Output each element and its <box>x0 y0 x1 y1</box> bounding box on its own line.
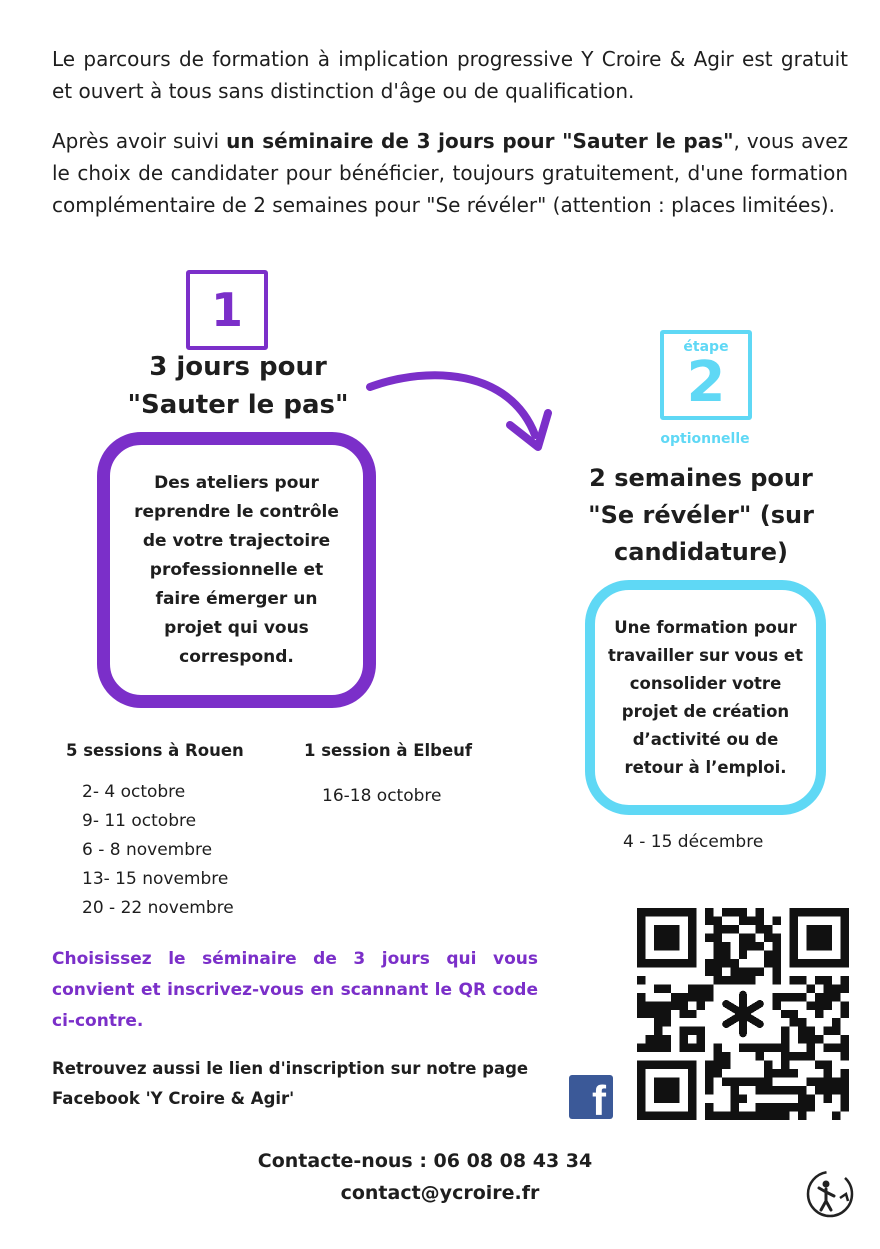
step2-title <box>570 460 832 571</box>
step2-title-line1: 2 semaines pour <box>589 464 813 492</box>
list-item: 9- 11 octobre <box>82 811 197 831</box>
step1-description-box <box>97 432 376 708</box>
facebook-info-line1: Retrouvez aussi le lien d'inscription sur notre page <box>52 1059 529 1078</box>
rouen-dates-list <box>82 778 234 923</box>
step2-number: 2 <box>686 350 726 415</box>
elbeuf-date: 16-18 octobre <box>322 786 442 806</box>
contact-phone-text: Contacte-nous : 06 08 08 43 34 <box>257 1150 593 1172</box>
ycroire-logo-icon <box>804 1168 856 1220</box>
step1-title-line1: 3 jours pour <box>149 352 327 382</box>
contact-email-text[interactable]: contact@ycroire.fr <box>340 1182 540 1204</box>
list-item: 20 - 22 novembre <box>82 898 234 918</box>
step1-title-line2: "Sauter le pas" <box>127 390 349 420</box>
intro-p2-before: Après avoir suivi <box>52 129 227 153</box>
step2-description: Une formation pour travailler sur vous et consolider votre projet de création d’activité ou de retour à l’emploi. <box>607 617 804 777</box>
list-item: 13- 15 novembre <box>82 869 229 889</box>
step2-dates: 4 - 15 décembre <box>623 832 764 852</box>
step1-title <box>100 348 376 424</box>
step2-title-line2: "Se révéler" (sur <box>588 501 814 529</box>
list-item: 6 - 8 novembre <box>82 840 213 860</box>
step1-description: Des ateliers pour reprendre le contrôle de votre trajectoire professionnelle et faire émerger un projet qui vous correspond. <box>134 472 339 667</box>
curved-arrow-icon <box>360 365 560 465</box>
step2-optional: optionnelle <box>660 431 750 447</box>
intro-p2-after: , vous avez le choix de candidater pour bénéficier, toujours gratuitement, d'une formation complémentaire de 2 semaines pour "Se révéler" (attention : places limitées). <box>52 129 848 217</box>
qr-code[interactable] <box>637 908 849 1120</box>
intro-p2-bold: un séminaire de 3 jours pour "Sauter le pas" <box>226 129 734 153</box>
facebook-icon[interactable]: f <box>569 1075 613 1119</box>
elbeuf-session-heading: 1 session à Elbeuf <box>304 741 473 760</box>
intro-paragraph-1: Le parcours de formation à implication progressive Y Croire & Agir est gratuit et ouvert à tous sans distinction d'âge ou de qualification. <box>52 47 848 103</box>
contact-email <box>0 1182 880 1204</box>
step2-description-box <box>585 580 826 815</box>
facebook-info-line2: Facebook 'Y Croire & Agir' <box>52 1089 295 1108</box>
step1-number: 1 <box>210 283 243 337</box>
rouen-sessions-heading: 5 sessions à Rouen <box>66 741 244 760</box>
choose-seminar-text: Choisissez le séminaire de 3 jours qui vous convient et inscrivez-vous en scannant le QR code ci-contre. <box>52 949 538 1031</box>
facebook-info-text <box>52 1054 562 1114</box>
step2-label: étape <box>683 339 729 355</box>
step2-number-box <box>660 330 752 420</box>
list-item: 2- 4 octobre <box>82 782 186 802</box>
step2-title-line3: candidature) <box>614 538 788 566</box>
intro-paragraph-2 <box>52 125 848 221</box>
step1-number-box <box>186 270 268 350</box>
contact-phone <box>0 1150 880 1172</box>
